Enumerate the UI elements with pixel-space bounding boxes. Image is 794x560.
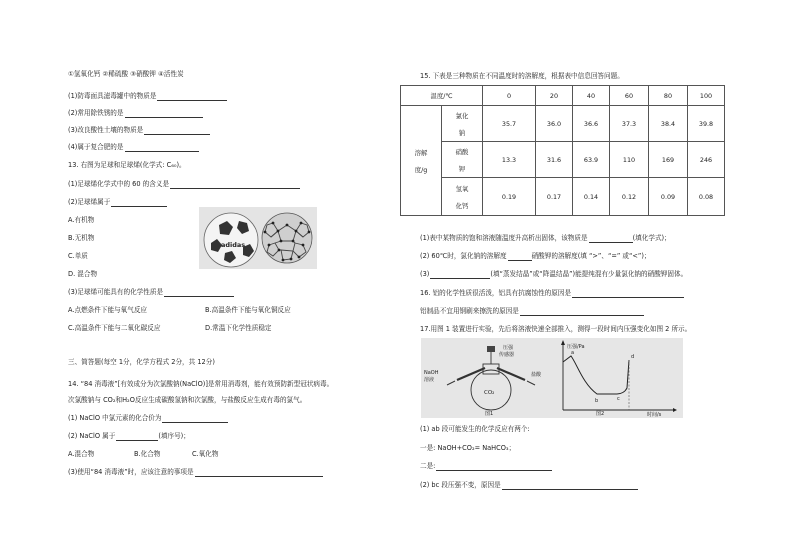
table-cell: 0.09 (649, 178, 688, 216)
q16-b: 铝制品不宜用钢刷来擦洗的原因是 (420, 307, 644, 316)
q14-2-option-c: C.氧化物 (192, 450, 219, 458)
q13-3: (3)足球烯可能具有的化学性质是 (68, 288, 234, 297)
table-substance-cell: 氢氧 化钙 (442, 178, 483, 216)
table-cell: 36.6 (573, 106, 610, 142)
answer-blank[interactable] (125, 110, 203, 118)
table-substance-cell: 氯化 钠 (442, 106, 483, 142)
q14-2: (2) NaClO 属于 (填序号)； (68, 432, 190, 440)
naoh-label-2: 溶液 (424, 377, 435, 383)
answer-blank[interactable] (589, 235, 633, 243)
ball-brand-text: adidas (221, 241, 246, 249)
section-heading: 三、简答题(每空 1分，化学方程式 2分，共 12分) (68, 358, 215, 366)
q14-2-option-a: A.混合物 (68, 450, 95, 458)
q13-option-c: C.单质 (68, 252, 88, 260)
q17-title: 17.用图 1 装置进行实验，先后将溶液快速全部推入，测得一段时间内压强变化如图 2 所示。 (420, 325, 692, 333)
point-d-label: d (631, 354, 635, 360)
table-header-cell: 40 (573, 86, 610, 106)
fig2-caption: 图2 (596, 411, 605, 417)
q17-1-a: 一是: NaOH+CO₂= NaHCO₃； (420, 444, 516, 452)
answer-blank[interactable] (170, 181, 300, 189)
answer-blank[interactable] (508, 253, 532, 261)
flask-apparatus (447, 346, 535, 410)
fig1-caption: 图1 (485, 411, 494, 417)
q14-1: (1) NaClO 中氯元素的化合价为 (68, 414, 228, 423)
q17-2: (2) bc 段压强不变，原因是 (420, 481, 638, 490)
answer-blank[interactable] (111, 199, 167, 207)
q13-3-option-a: A.点燃条件下能与氧气反应 (68, 306, 148, 314)
table-row-label: 溶解 度/g (401, 106, 442, 216)
table-header-cell: 20 (536, 86, 573, 106)
q13-3-option-d: D.常温下化学性质稳定 (205, 324, 272, 332)
table-cell: 0.08 (688, 178, 725, 216)
q17-1-b: 二是: (420, 462, 552, 471)
co2-label: CO₂ (484, 390, 495, 396)
hcl-label: 盐酸 (531, 372, 542, 378)
q14-line-2: 次氯酸钠与 CO₂和H₂O反应生成碳酸氢钠和次氯酸，与盐酸反应生成有毒的氯气。 (68, 396, 307, 404)
answer-blank[interactable] (520, 308, 644, 316)
q12-3: (3)改良酸性土壤的物质是 (68, 126, 210, 135)
answer-blank[interactable] (162, 415, 228, 423)
point-a-label: a (571, 350, 575, 356)
q15-2: (2) 60℃时，氯化钠的溶解度 硝酸钾的溶解度(填 “>”、“=” 或“<”)； (420, 252, 651, 260)
table-header-cell: 100 (688, 86, 725, 106)
q17-1: (1) ab 段可能发生的化学反应有两个: (420, 425, 530, 433)
answer-blank[interactable] (430, 271, 490, 279)
answer-blank[interactable] (157, 93, 227, 101)
q13-1: (1)足球烯化学式中的 60 的含义是 (68, 180, 300, 189)
table-cell: 110 (610, 142, 649, 178)
table-header-cell: 80 (649, 86, 688, 106)
answer-blank[interactable] (125, 144, 199, 152)
table-cell: 0.12 (610, 178, 649, 216)
point-b-label: b (595, 398, 599, 404)
answer-blank[interactable] (164, 289, 234, 297)
table-header-temp: 温度/℃ (401, 86, 483, 106)
answer-blank[interactable] (436, 463, 552, 471)
naoh-label: NaOH (424, 370, 439, 376)
options-line: ①氢氧化钙 ②稀硫酸 ③硝酸钾 ④活性炭 (68, 70, 184, 78)
q12-1: (1)防毒面具滤毒罐中的物质是 (68, 92, 227, 101)
q13-3-option-b: B.高温条件下能与氧化铜反应 (205, 306, 291, 314)
q13-2: (2)足球烯属于 (68, 198, 167, 207)
table-cell: 0.14 (573, 178, 610, 216)
solubility-table (400, 85, 725, 216)
answer-blank[interactable] (116, 433, 158, 441)
q13-3-option-c: C.高温条件下能与二氧化碳反应 (68, 324, 161, 332)
table-cell: 39.8 (688, 106, 725, 142)
table-cell: 0.19 (483, 178, 536, 216)
q13-option-b: B.无机物 (68, 234, 95, 242)
table-cell: 36.0 (536, 106, 573, 142)
q14-2-option-b: B.化合物 (134, 450, 161, 458)
q15-1: (1)表中某物质的饱和溶液随温度升高析出固体，该物质是 (填化学式)； (420, 234, 671, 242)
experiment-figure (421, 338, 683, 418)
table-cell: 37.3 (610, 106, 649, 142)
q15-title: 15. 下表是三种物质在不同温度时的溶解度，根据表中信息回答问题。 (420, 72, 624, 80)
answer-blank[interactable] (572, 290, 684, 298)
table-cell: 63.9 (573, 142, 610, 178)
q13-title: 13. 右图为足球和足球烯(化学式: C₆₀)。 (68, 161, 186, 169)
table-cell: 31.6 (536, 142, 573, 178)
table-cell: 169 (649, 142, 688, 178)
q12-4: (4)属于复合肥的是 (68, 143, 199, 152)
table-cell: 246 (688, 142, 725, 178)
q12-2: (2)常用除铁锈的是 (68, 109, 203, 118)
q14-line-1: 14. “84 消毒液”[有效成分为次氯酸钠(NaClO)]是常用消毒剂，能有效预防新型冠状病毒。 (68, 380, 334, 388)
sensor-label-2: 传感器 (499, 352, 515, 358)
time-axis-label: 时间/s (647, 412, 662, 418)
sensor-label: 压强 (503, 345, 514, 351)
table-header-cell: 0 (483, 86, 536, 106)
q15-3: (3) (填“蒸发结晶”或“降温结晶”)能提纯混有少量氯化钠的硝酸钾固体。 (420, 270, 688, 278)
table-cell: 0.17 (536, 178, 573, 216)
table-header-cell: 60 (610, 86, 649, 106)
answer-blank[interactable] (195, 469, 323, 477)
q14-3: (3)使用“84 消毒液”时，应该注意的事项是 (68, 468, 323, 477)
table-substance-cell: 硝酸 钾 (442, 142, 483, 178)
table-cell: 35.7 (483, 106, 536, 142)
q13-option-a: A.有机物 (68, 216, 95, 224)
answer-blank[interactable] (144, 127, 210, 135)
table-cell: 38.4 (649, 106, 688, 142)
table-cell: 13.3 (483, 142, 536, 178)
football-fullerene-image (199, 207, 317, 269)
q13-option-d: D. 混合物 (68, 270, 98, 278)
answer-blank[interactable] (502, 482, 638, 490)
point-c-label: c (617, 396, 620, 402)
q16: 16. 铝的化学性质很活泼，铝具有抗腐蚀性的原因是 (420, 289, 684, 298)
pressure-axis-label: 压强/Pa (567, 344, 585, 350)
